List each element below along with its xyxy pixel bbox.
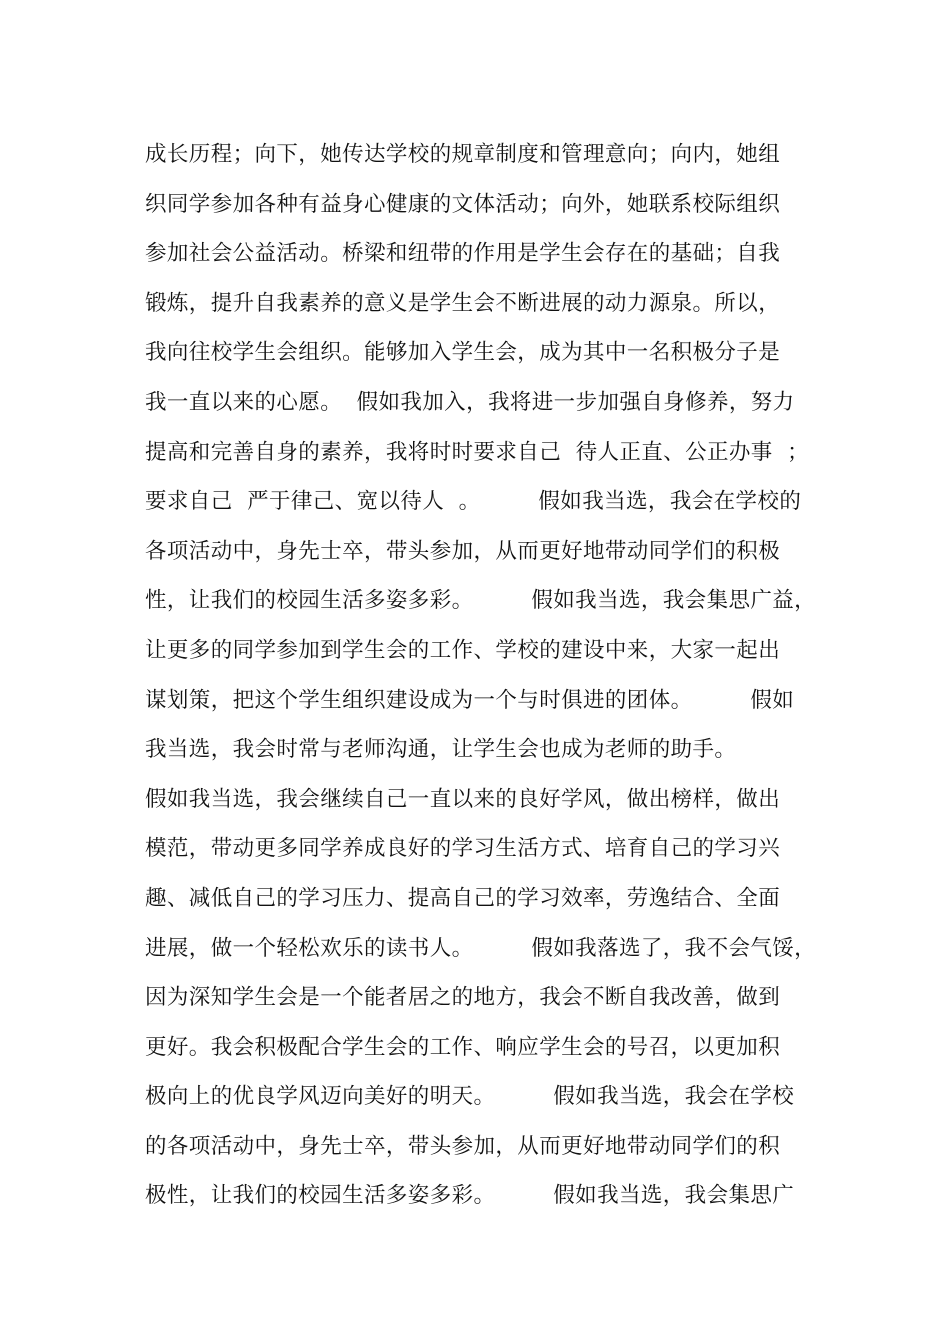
text-line: 各项活动中，身先士卒，带头参加，从而更好地带动同学们的积极 [145, 538, 781, 564]
text-line: 性，让我们的校园生活多姿多彩。 假如我当选，我会集思广益， [145, 588, 817, 614]
text-line: 模范，带动更多同学养成良好的学习生活方式、培育自己的学习兴 [145, 836, 781, 862]
text-line: 更好。我会积极配合学生会的工作、响应学生会的号召，以更加积 [145, 1034, 781, 1060]
text-line: 成长历程；向下，她传达学校的规章制度和管理意向；向内，她组 [145, 142, 781, 167]
text-line: 趣、减低自己的学习压力、提高自己的学习效率，劳逸结合、全面 [145, 885, 781, 911]
text-line: 谋划策，把这个学生组织建设成为一个与时俱进的团体。 假如 [145, 687, 795, 713]
text-line: 我当选，我会时常与老师沟通，让学生会也成为老师的助手。 [145, 737, 737, 763]
text-line: 织同学参加各种有益身心健康的文体活动；向外，她联系校际组织 [145, 191, 781, 217]
text-line: 要求自己 严于律己、宽以待人 。 假如我当选，我会在学校的 [145, 489, 802, 515]
text-line: 极性，让我们的校园生活多姿多彩。 假如我当选，我会集思广 [145, 1183, 795, 1209]
text-line: 因为深知学生会是一个能者居之的地方，我会不断自我改善，做到 [145, 985, 781, 1011]
text-line: 提高和完善自身的素养，我将时时要求自己 待人正直、公正办事 ； [145, 439, 810, 465]
body-text [145, 130, 825, 1221]
text-line: 假如我当选，我会继续自己一直以来的良好学风，做出榜样，做出 [145, 786, 781, 812]
text-line: 参加社会公益活动。桥梁和纽带的作用是学生会存在的基础；自我 [145, 241, 781, 267]
text-line: 我一直以来的心愿。 假如我加入，我将进一步加强自身修养，努力 [145, 389, 795, 415]
text-line: 让更多的同学参加到学生会的工作、学校的建设中来，大家一起出 [145, 637, 781, 663]
text-line: 锻炼，提升自我素养的意义是学生会不断进展的动力源泉。所以， [145, 290, 781, 316]
text-line: 的各项活动中，身先士卒，带头参加，从而更好地带动同学们的积 [145, 1133, 781, 1159]
text-line: 极向上的优良学风迈向美好的明天。 假如我当选，我会在学校 [145, 1084, 795, 1110]
text-line: 进展，做一个轻松欢乐的读书人。 假如我落选了，我不会气馁， [145, 935, 817, 961]
text-line: 我向往校学生会组织。能够加入学生会，成为其中一名积极分子是 [145, 340, 781, 366]
